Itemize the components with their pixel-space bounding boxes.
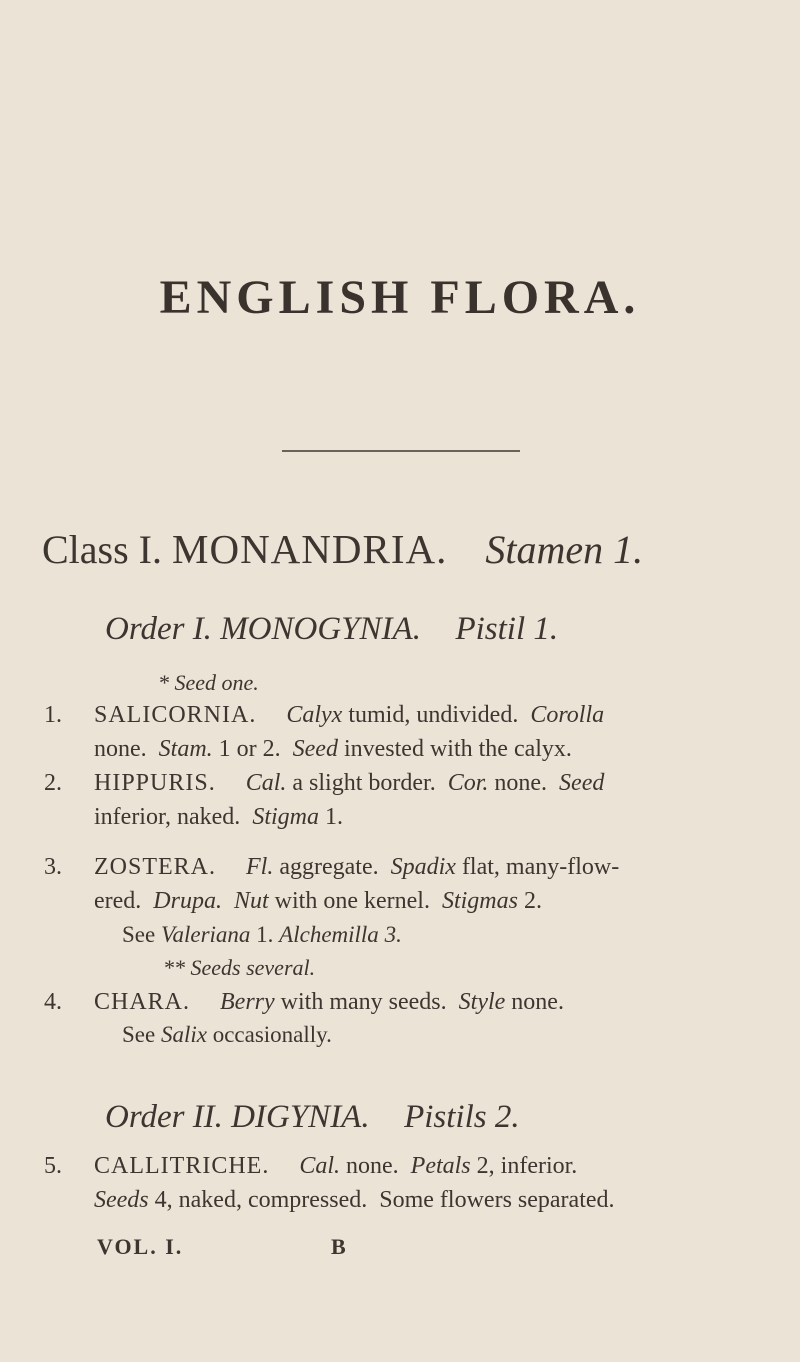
text-segment: Seeds bbox=[94, 1187, 149, 1213]
text-segment: Cor. bbox=[435, 770, 489, 796]
text-segment: Salix bbox=[160, 1022, 207, 1047]
text-segment: with many seeds. bbox=[274, 989, 447, 1015]
order-name: MONOGYNIA. bbox=[220, 611, 421, 647]
genus-entry-2 bbox=[44, 770, 604, 797]
genus-entry-1 bbox=[44, 702, 604, 729]
text-segment: Style bbox=[446, 989, 506, 1015]
text-segment: occasionally. bbox=[206, 1022, 332, 1047]
text-segment: Calyx bbox=[286, 702, 343, 728]
text-segment: Cal. bbox=[299, 1153, 340, 1179]
text-segment: with one kernel. bbox=[268, 888, 430, 914]
text-segment: Petals bbox=[398, 1153, 471, 1179]
text-segment: 1 or 2. bbox=[212, 736, 281, 762]
page-title: ENGLISH FLORA. bbox=[159, 271, 641, 324]
text-segment: See bbox=[122, 1022, 161, 1047]
text-segment: Seed bbox=[280, 736, 338, 762]
genus-desc-line1 bbox=[220, 989, 564, 1015]
text-segment: aggregate. bbox=[273, 854, 379, 880]
text-segment: Stigmas bbox=[429, 888, 518, 914]
text-segment: Seed bbox=[547, 770, 605, 796]
genus-number: 4. bbox=[44, 989, 62, 1015]
text-segment: Valeriana bbox=[160, 922, 251, 947]
section-text: Seed one. bbox=[174, 670, 259, 695]
text-segment: none. bbox=[488, 770, 548, 796]
genus-desc-line1 bbox=[246, 770, 605, 796]
see-note-1 bbox=[122, 922, 402, 948]
text-segment: none. bbox=[505, 989, 564, 1015]
genus-desc-line2 bbox=[94, 888, 542, 915]
section-heading-2 bbox=[163, 955, 315, 981]
text-segment: Corolla bbox=[518, 702, 605, 728]
genus-entry-3 bbox=[44, 854, 619, 881]
genus-name: CALLITRICHE. bbox=[94, 1153, 270, 1179]
text-segment: invested with the calyx. bbox=[337, 736, 572, 762]
genus-number: 5. bbox=[44, 1153, 62, 1179]
text-segment: Drupa. bbox=[141, 888, 222, 914]
genus-desc-line2 bbox=[94, 804, 343, 831]
text-segment: tumid, undivided. bbox=[342, 702, 519, 728]
class-label: Class I. bbox=[42, 527, 162, 572]
order-label: Order I. bbox=[105, 611, 212, 647]
text-segment: Spadix bbox=[378, 854, 456, 880]
genus-number: 1. bbox=[44, 702, 62, 728]
genus-desc-line1 bbox=[299, 1153, 577, 1179]
text-segment: Nut bbox=[221, 888, 269, 914]
genus-name: CHARA. bbox=[94, 989, 191, 1015]
genus-number: 3. bbox=[44, 854, 62, 880]
text-segment: inferior, naked. bbox=[94, 804, 241, 830]
see-note-2 bbox=[122, 1022, 332, 1048]
text-segment: Cal. bbox=[245, 770, 287, 796]
text-segment: none. bbox=[94, 736, 147, 762]
genus-desc-line1 bbox=[286, 702, 604, 728]
text-segment: Alchemilla bbox=[279, 922, 379, 947]
text-segment: Fl. bbox=[246, 854, 274, 880]
text-segment: flat, many-flow- bbox=[455, 854, 620, 880]
text-segment: Stigma bbox=[240, 804, 319, 830]
order-name: DIGYNIA. bbox=[231, 1099, 370, 1135]
text-segment: 1. bbox=[250, 922, 280, 947]
genus-name: HIPPURIS. bbox=[94, 770, 216, 796]
text-segment: 1. bbox=[318, 804, 343, 830]
section-heading-1 bbox=[158, 670, 259, 696]
text-segment: Stam. bbox=[146, 736, 213, 762]
class-name: MONANDRIA. bbox=[172, 526, 448, 572]
text-segment: 2. bbox=[517, 888, 542, 914]
text-segment: 4, naked, compressed. bbox=[148, 1187, 368, 1213]
order-heading-1 bbox=[105, 611, 558, 648]
genus-desc-line1 bbox=[246, 854, 619, 880]
order-note: Pistil 1. bbox=[455, 611, 559, 647]
genus-desc-line2 bbox=[94, 1187, 615, 1214]
text-segment: Berry bbox=[220, 989, 275, 1015]
text-segment: Some flowers separated. bbox=[367, 1187, 615, 1213]
footer-signature: B bbox=[331, 1234, 346, 1259]
class-heading bbox=[42, 525, 643, 573]
genus-entry-4 bbox=[44, 989, 564, 1016]
text-segment: ered. bbox=[94, 888, 142, 914]
section-text: Seeds several. bbox=[190, 955, 316, 980]
genus-entry-5 bbox=[44, 1153, 577, 1180]
section-marker: ** bbox=[163, 955, 185, 980]
text-segment: a slight border. bbox=[286, 770, 436, 796]
order-label: Order II. bbox=[105, 1099, 223, 1135]
footer-volume: VOL. I. bbox=[97, 1234, 184, 1259]
section-marker: * bbox=[158, 670, 169, 695]
title-rule bbox=[282, 450, 520, 452]
text-segment: none. bbox=[340, 1153, 399, 1179]
text-segment: 2, inferior. bbox=[470, 1153, 578, 1179]
genus-number: 2. bbox=[44, 770, 62, 796]
order-note: Pistils 2. bbox=[404, 1099, 520, 1135]
genus-name: ZOSTERA. bbox=[94, 854, 216, 880]
genus-desc-line2 bbox=[94, 736, 572, 763]
class-note: Stamen 1. bbox=[485, 527, 644, 572]
order-heading-2 bbox=[105, 1099, 520, 1136]
genus-name: SALICORNIA. bbox=[94, 702, 257, 728]
text-segment: 3. bbox=[378, 922, 402, 947]
text-segment: See bbox=[122, 922, 161, 947]
